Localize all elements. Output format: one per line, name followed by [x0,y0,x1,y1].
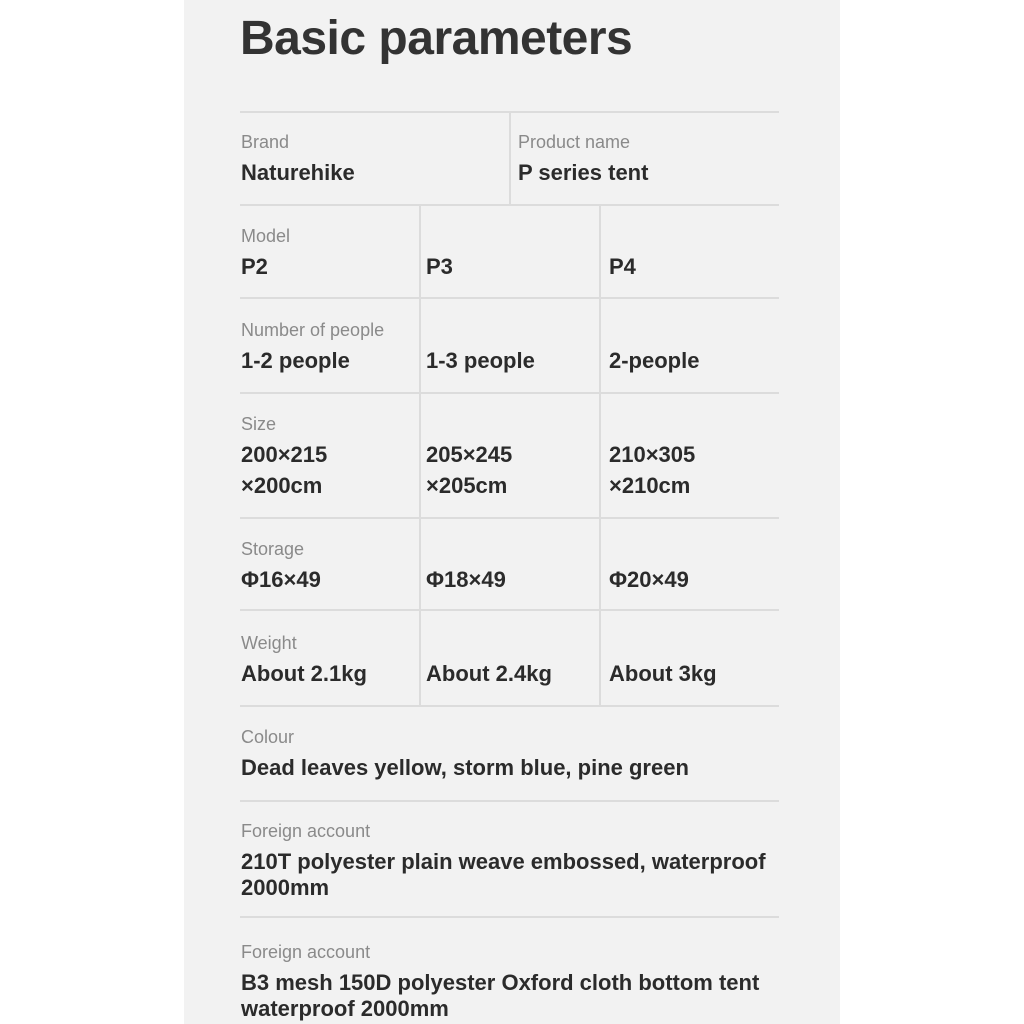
page-title: Basic parameters [240,12,633,65]
model-label: Model [241,226,291,246]
size-p2-line1: 200×215 [241,442,328,467]
storage-p3: Φ18×49 [426,567,506,592]
weight-p2: About 2.1kg [241,661,367,686]
row-divider [240,297,779,299]
weight-p3: About 2.4kg [426,661,552,686]
size-p4-line2: ×210cm [609,473,691,498]
size-p2-line2: ×200cm [241,473,323,498]
row-divider [240,705,779,707]
foreign-account-2-line1: B3 mesh 150D polyester Oxford cloth bottom tent [241,970,760,995]
people-label: Number of people [241,320,385,340]
weight-p4: About 3kg [609,661,717,686]
foreign-account-line2: 2000mm [241,875,330,900]
storage-p4: Φ20×49 [609,567,689,592]
weight-label: Weight [241,633,297,653]
model-p4: P4 [609,254,636,279]
size-p3-line1: 205×245 [426,442,513,467]
column-divider [599,206,601,705]
row-divider [240,800,779,802]
model-p3: P3 [426,254,453,279]
product-name-label: Product name [518,132,631,152]
foreign-account-line1: 210T polyester plain weave embossed, waterproof [241,849,766,874]
colour-value: Dead leaves yellow, storm blue, pine green [241,755,689,780]
column-divider [419,206,421,705]
people-p2: 1-2 people [241,348,350,373]
column-divider [509,113,511,204]
storage-p2: Φ16×49 [241,567,321,592]
size-label: Size [241,414,277,434]
foreign-account-2-label: Foreign account [241,942,371,962]
size-p4-line1: 210×305 [609,442,696,467]
row-divider [240,204,779,206]
foreign-account-label: Foreign account [241,821,371,841]
brand-label: Brand [241,132,290,152]
people-p3: 1-3 people [426,348,535,373]
people-p4: 2-people [609,348,700,373]
row-divider [240,609,779,611]
brand-value: Naturehike [241,160,355,185]
model-p2: P2 [241,254,268,279]
row-divider [240,916,779,918]
colour-label: Colour [241,727,295,747]
row-divider [240,392,779,394]
product-name-value: P series tent [518,160,649,185]
row-divider [240,517,779,519]
size-p3-line2: ×205cm [426,473,508,498]
foreign-account-2-line2: waterproof 2000mm [241,996,449,1021]
storage-label: Storage [241,539,305,559]
